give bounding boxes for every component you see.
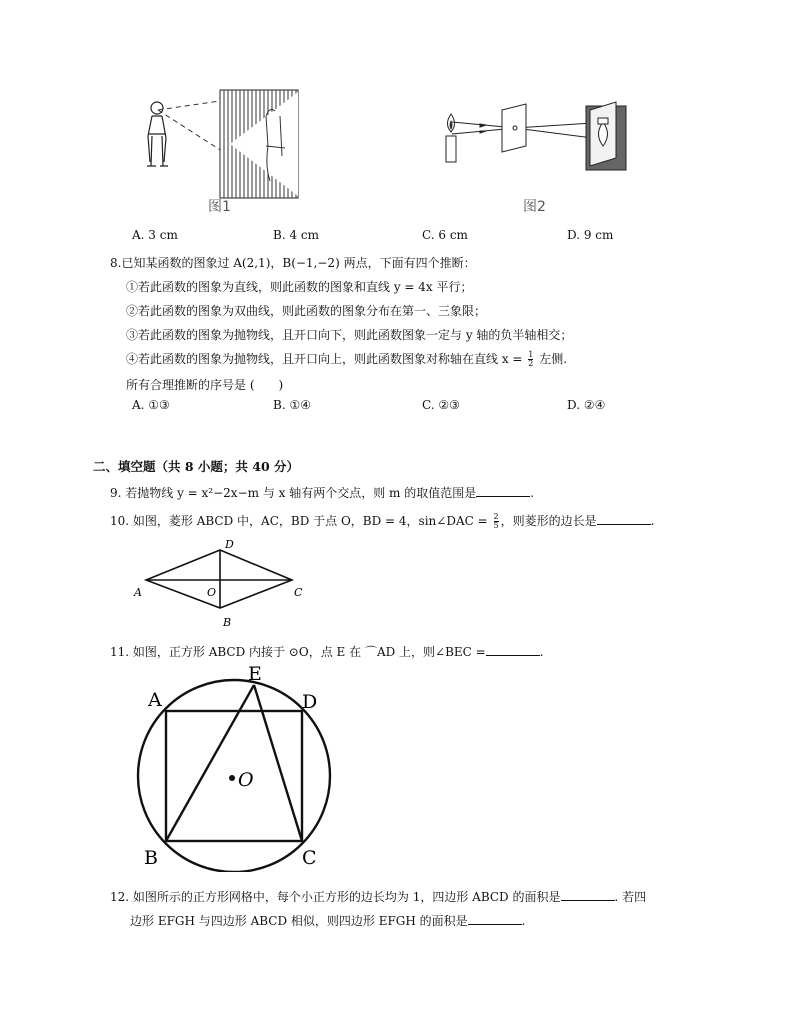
q12-line-1-suffix: . 若四 (614, 890, 647, 904)
q10-fraction (494, 513, 499, 530)
q11-answer-blank[interactable] (486, 644, 540, 656)
light-rays (452, 122, 608, 140)
q8-option-a[interactable]: A. ①③ (132, 398, 170, 412)
q8-statement-1: ①若此函数的图象为直线，则此函数的图象和直线 y = 4x 平行； (126, 280, 473, 294)
q12-line-1-prefix: 12. 如图所示的正方形网格中，每个小正方形的边长均为 1，四边形 ABCD 的面积是 (110, 890, 561, 904)
q8-statement-4-prefix: ④若此函数的图象为抛物线，且开口向上，则此函数图象对称轴在直线 x = (126, 352, 523, 366)
q8-fraction-numerator: 1 (528, 350, 534, 359)
q8-statement-3: ③若此函数的图象为抛物线，且开口向下，则此函数图象一定与 y 轴的负半轴相交； (126, 328, 573, 342)
figure-1-caption: 图1 (208, 199, 231, 215)
q12-line-2 (130, 912, 526, 929)
rhombus-figure (130, 536, 310, 628)
q12-line-2-prefix: 边形 EFGH 与四边形 ABCD 相似，则四边形 EFGH 的面积是 (130, 914, 468, 928)
q10-prefix: 10. 如图，菱形 ABCD 中，AC，BD 于点 O，BD = 4，sin∠DAC = (110, 514, 488, 528)
candle-icon (446, 114, 456, 162)
q11-text (110, 643, 544, 660)
q10-text (110, 512, 654, 530)
q8-fraction (528, 351, 533, 368)
projection-screen (586, 102, 626, 170)
q12-line-2-suffix: . (521, 914, 526, 928)
label-e: E (248, 663, 262, 685)
q12-answer-blank-2[interactable] (468, 913, 522, 925)
q9-prefix: 9. 若抛物线 y = x²−2x−m 与 x 轴有两个交点，则 m 的取值范围是 (110, 486, 477, 500)
label-d: D (302, 691, 318, 713)
q8-option-d[interactable]: D. ②④ (567, 398, 606, 412)
q8-statement-2: ②若此函数的图象为双曲线，则此函数的图象分布在第一、三象限； (126, 304, 487, 318)
q8-option-c[interactable]: C. ②③ (422, 398, 460, 412)
label-b: B (144, 847, 158, 869)
q9-suffix: . (530, 486, 535, 500)
q10-end: . (650, 514, 655, 528)
q11-prefix: 11. 如图，正方形 ABCD 内接于 ⊙O，点 E 在 ⌒AD 上，则∠BEC = (110, 645, 486, 659)
q8-option-b[interactable]: B. ①④ (273, 398, 311, 412)
figure-1 (130, 86, 310, 202)
q8-fraction-denominator: 2 (528, 359, 534, 368)
label-o: O (238, 769, 254, 791)
q7-option-c[interactable]: C. 6 cm (422, 228, 468, 242)
figure-2 (440, 100, 630, 176)
q7-option-b[interactable]: B. 4 cm (273, 228, 319, 242)
q12-line-1 (110, 888, 646, 905)
q8-ask: 所有合理推断的序号是 ( ) (126, 378, 284, 392)
q7-option-d[interactable]: D. 9 cm (567, 228, 614, 242)
q9-answer-blank[interactable] (476, 485, 530, 497)
q9-text (110, 484, 534, 501)
label-d: D (225, 538, 234, 551)
section-title: 二、填空题（共 8 小题；共 40 分） (93, 459, 300, 474)
person-illustration (147, 102, 168, 166)
label-a: A (134, 586, 142, 599)
q10-answer-blank[interactable] (597, 513, 651, 525)
q10-fraction-denominator: 5 (493, 521, 499, 530)
q10-suffix: ，则菱形的边长是 (500, 514, 597, 528)
label-c: C (302, 847, 317, 869)
inscribed-square-figure (134, 662, 334, 872)
q8-statement-4-suffix: 左侧. (539, 352, 568, 366)
label-o: O (207, 586, 217, 599)
label-c: C (294, 586, 303, 599)
hatched-screen (220, 90, 298, 198)
q11-suffix: . (539, 645, 544, 659)
q12-answer-blank-1[interactable] (561, 889, 615, 901)
figure-2-caption: 图2 (523, 199, 546, 215)
q10-fraction-numerator: 2 (493, 512, 499, 521)
q8-stem: 8.已知某函数的图象过 A(2,1)，B(−1,−2) 两点，下面有四个推断： (110, 256, 476, 270)
label-b: B (223, 616, 232, 628)
label-a: A (148, 689, 162, 711)
q8-statement-4 (126, 350, 567, 368)
q7-option-a[interactable]: A. 3 cm (132, 228, 178, 242)
